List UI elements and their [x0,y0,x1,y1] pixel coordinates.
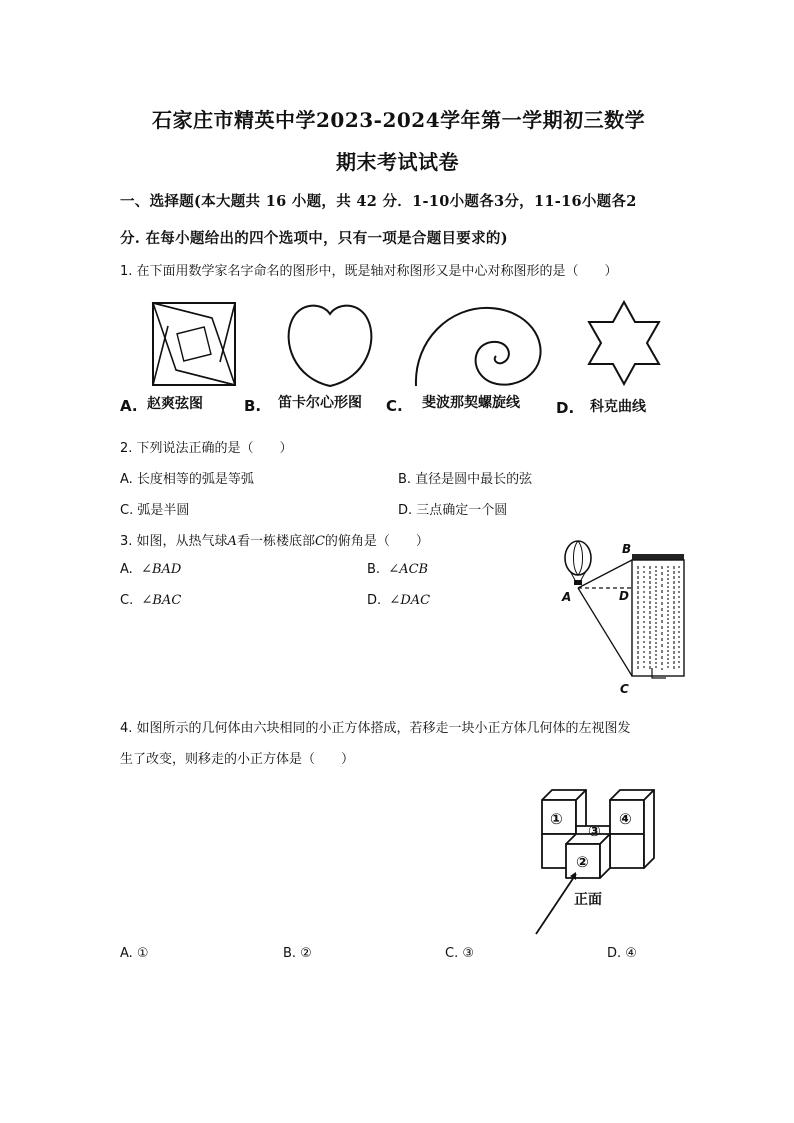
q1-option-b-caption: 笛卡尔心形图 [278,395,362,411]
cube-3-label: ③ [588,822,601,840]
spiral-figure [410,300,550,392]
q2-option-b[interactable]: B. 直径是圆中最长的弦 [398,472,533,487]
q1-option-c-caption: 斐波那契螺旋线 [422,395,520,411]
q3-option-b-letter: B. [367,562,381,577]
q3-option-d-letter: D. [367,593,382,608]
q4-stem-line2: 生了改变，则移走的小正方体是（ ） [120,752,355,767]
q2-stem: 2. 下列说法正确的是（ ） [120,441,293,456]
q4-option-c[interactable]: C. ③ [445,946,474,961]
q3-option-b[interactable] [367,562,428,577]
q3-figure-label-c: C [620,682,629,696]
cardioid-figure [282,300,378,390]
zhao-shuang-figure [150,300,240,390]
q1-option-c-letter: C. [386,397,403,415]
q3-option-a[interactable] [120,562,181,577]
section-heading-line1: 一、选择题(本大题共 16 小题，共 42 分．1-10小题各3分，11-16小题各2 [120,193,637,210]
q1-option-a-letter: A. [120,397,138,415]
q3-option-b-angle: ∠ACB [388,562,429,577]
q3-figure-label-a: A [562,590,572,604]
q3-option-d[interactable] [367,593,430,608]
page-subtitle: 期末考试试卷 [336,150,459,174]
q3-option-c-angle: ∠BAC [141,593,182,608]
q3-stem-part3: 的俯角是（ ） [324,534,429,549]
q3-option-a-letter: A. [120,562,133,577]
front-view-label: 正面 [574,892,602,908]
q3-option-c-letter: C. [120,593,134,608]
q3-stem-point-c: C [314,534,325,549]
q3-option-c[interactable] [120,593,181,608]
page-title: 石家庄市精英中学2023-2024学年第一学期初三数学 [152,108,646,132]
q3-figure-label-b: B [622,542,632,556]
q3-option-a-angle: ∠BAD [141,562,182,577]
q1-stem: 1. 在下面用数学家名字命名的图形中，既是轴对称图形又是中心对称图形的是（ ） [120,264,618,279]
balloon-building-figure [556,538,696,698]
q1-option-d-letter: D. [556,399,575,417]
q1-option-b-letter: B. [244,397,262,415]
q3-stem [120,530,429,549]
koch-star-figure [583,300,665,386]
q2-option-d[interactable]: D. 三点确定一个圆 [398,503,508,518]
q3-option-d-angle: ∠DAC [389,593,431,608]
q1-option-d-caption: 科克曲线 [590,399,646,415]
q2-option-a[interactable]: A. 长度相等的弧是等弧 [120,472,254,487]
q3-figure-label-d: D [619,589,629,603]
q3-stem-point-a: A [227,534,237,549]
q4-option-b[interactable]: B. ② [283,946,312,961]
cube-4-label: ④ [619,810,632,828]
cube-2-label: ② [576,853,589,871]
q4-option-d[interactable]: D. ④ [607,946,637,961]
q3-stem-part2: 看一栋楼底部 [236,534,315,549]
q2-option-c[interactable]: C. 弧是半圆 [120,503,190,518]
q4-stem-line1: 4. 如图所示的几何体由六块相同的小正方体搭成，若移走一块小正方体几何体的左视图发 [120,721,631,736]
cubes-figure [532,782,672,940]
q4-option-a[interactable]: A. ① [120,946,149,961]
section-heading-line2: 分. 在每小题给出的四个选项中，只有一项是合题目要求的) [120,230,508,247]
q1-option-a-caption: 赵爽弦图 [147,396,203,412]
cube-1-label: ① [550,810,563,828]
q3-stem-part1: 3. 如图，从热气球 [120,534,228,549]
